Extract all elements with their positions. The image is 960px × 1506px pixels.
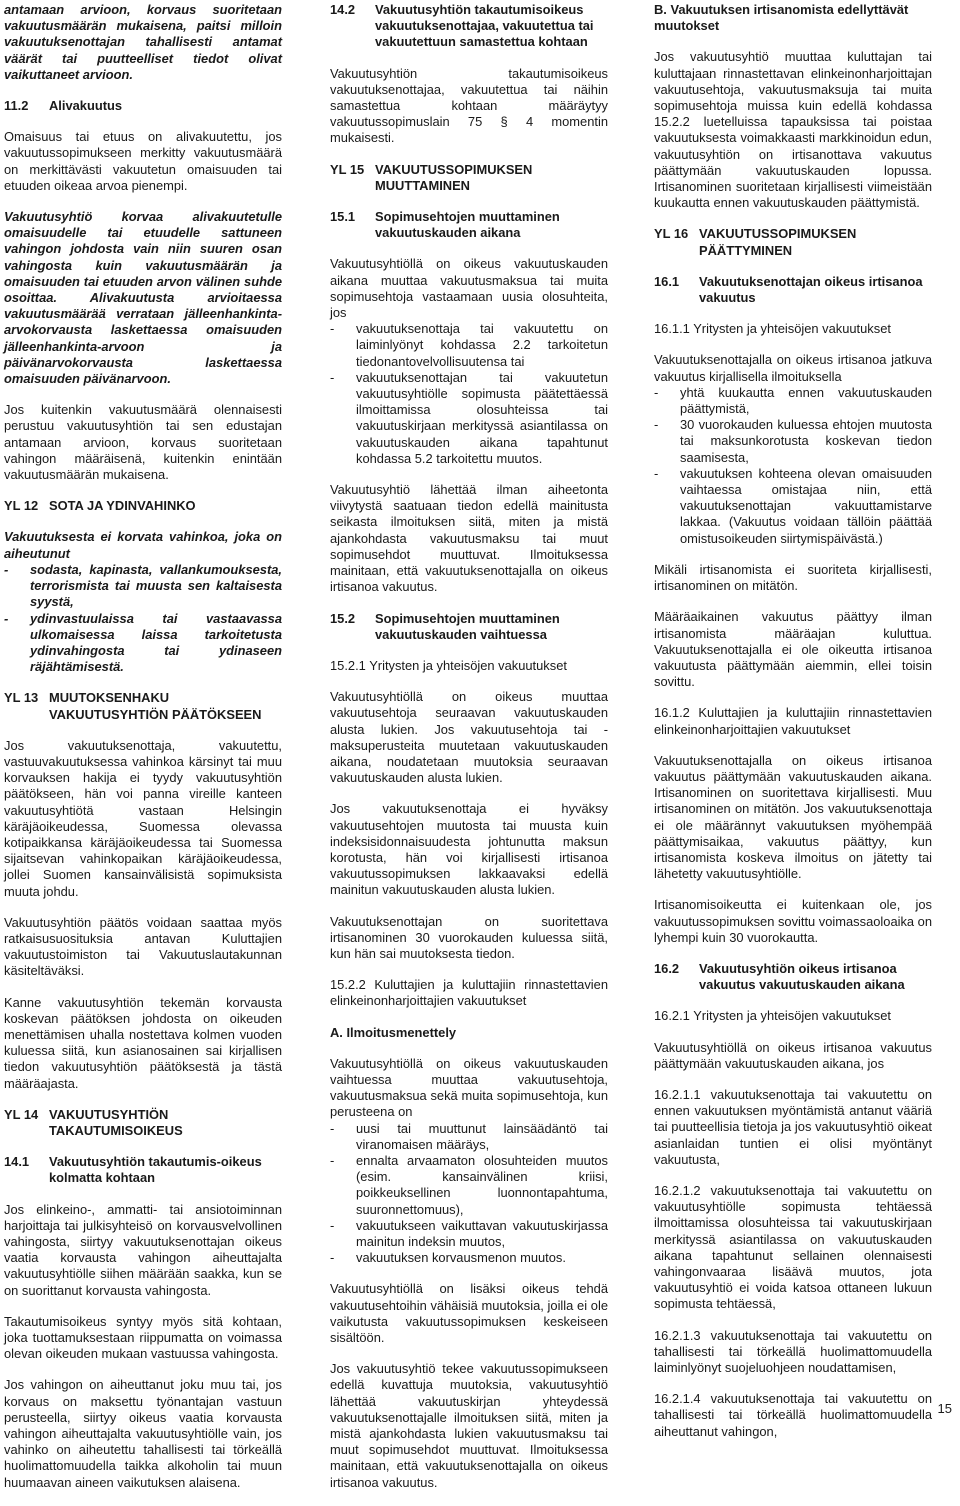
list-dash: - (654, 417, 659, 433)
list-dash: - (330, 1250, 335, 1266)
paragraph (330, 801, 608, 898)
paragraph (654, 562, 932, 594)
section-title: Vakuutusyhtiön takautumisoikeus vakuutuksenottajaa, vakuutettua tai vakuutettuun samastettua kohtaan (375, 2, 594, 50)
list-item (330, 1121, 608, 1153)
paragraph (4, 129, 282, 194)
paragraph-text: 16.2.1.4 vakuutuksenottaja tai vakuutettu on tahallisesti tai törkeällä huolimattomuudella aiheuttanut vahingon, (654, 1391, 932, 1439)
paragraph (330, 1056, 608, 1267)
paragraph (654, 1183, 932, 1313)
paragraph-text: Vakuutuksesta ei korvata vahinkoa, joka on aiheutunut (4, 529, 282, 561)
section-number: YL 15 (330, 161, 365, 177)
list-item-text: 30 vuorokauden kuluessa ehtojen muutosta tai maksunkorotusta koskevan tiedon saamisesta, (680, 417, 932, 465)
paragraph-text: Vakuutuksenottajalla on oikeus irtisanoa vakuutus päättymään vakuutuskauden aikana. Irtisanominen on suoritettava kirjallisesti. Muu irtisanominen on mitätön. Jos vakuutuksenottaja ei ole määrännyt vakuutuksen myöhempää päättymisaikaa, vakuutus päättyy, kun irtisanomista koskeva ilmoitus on jätetty tai lähetetty vakuutusyhtiölle. (654, 752, 932, 882)
paragraph (654, 352, 932, 546)
paragraph-text: Vakuutusyhtiöllä on oikeus vakuutuskauden aikana muuttaa vakuutusmaksua tai muita sopimusehtoja vastaamaan uusia olosuhteita, jos (330, 256, 608, 321)
section-heading (4, 1154, 282, 1186)
section-number: YL 12 (4, 498, 39, 514)
paragraph-text: Vakuutusyhtiö korvaa alivakuutetulle omaisuudelle tai etuudelle sattuneen vahingon johdosta vain niin suuren osan vahingosta kuin vakuutusmäärän ja omaisuuden tai etuuden arvon välinen suhde osoittaa. Alivakuutusta arvioitaessa vakuutusmäärää verrataan jälleenhankinta-arvokorvausta laskettaessa omaisuuden jälleenhankinta-arvoon ja päivänarvokorvausta laskettaessa omaisuuden päivänarvoon. (4, 209, 282, 387)
section-number: 11.2 (4, 98, 29, 114)
section-number: 15.1 (330, 209, 356, 225)
list-item-text: yhtä kuukautta ennen vakuutuskauden päättymistä, (680, 384, 932, 417)
paragraph (330, 66, 608, 147)
list-item-text: vakuutuksen korvausmenon muutos. (356, 1250, 566, 1266)
list-item (4, 562, 282, 611)
section-number: YL 13 (4, 690, 39, 706)
list-item (4, 611, 282, 676)
paragraph-text: Jos vahingon on aiheuttanut joku muu tai, jos korvaus on maksettu työnantajan vastuun perusteella, siirtyy oikeus vaatia korvausta vahingon aiheuttajalta vakuutusyhtiölle vain, jos vahinko on aiheutettu tahallisesti tai törkeällä huolimattomuudella taikka alkoholin tai muun huumaavan aineen vaikutuksen alaisena. (4, 1377, 282, 1490)
column-left (4, 2, 282, 1506)
paragraph (4, 2, 282, 83)
section-title: VAKUUTUSYHTIÖN TAKAUTUMISOIKEUS (49, 1106, 183, 1138)
list-item (654, 417, 932, 466)
paragraph-text: Jos elinkeino-, ammatti- tai ansiotoiminnan harjoittaja tai julkisyhteisö on korvausvelvollinen vahingosta, siirtyy vakuutuksenottajan oikeus vaatia korvausta vahingon aiheuttajalta vakuutusyhtiölle siihen määrään saakka, kun se on suorittanut korvausta vahingosta. (4, 1201, 282, 1298)
section-number: YL 14 (4, 1106, 39, 1122)
section-heading (4, 690, 282, 722)
paragraph-text: Jos kuitenkin vakuutusmäärä olennaisesti perustuu vakuutusyhtiön tai sen edustajan antamaan arvioon, korvaus suoritetaan vahingon määräisenä, kuitenkin enintään vakuutusmäärän mukaisena. (4, 402, 282, 483)
paragraph-text: 16.2.1.3 vakuutuksenottaja tai vakuutettu on tahallisesti tai törkeällä huolimattomuudella laiminlyönyt suojeluohjeen noudattamisen, (654, 1327, 932, 1376)
paragraph-text: Vakuutusyhtiön päätös voidaan saattaa myös ratkaisusuosituksia antavan Kuluttajien vakuutustoimiston tai Vakuutuslautakunnan käsiteltäväksi. (4, 914, 282, 979)
paragraph-text: 15.2.2 Kuluttajien ja kuluttajiin rinnastettavien elinkeinonharjoittajien vakuutukset (330, 977, 608, 1009)
list-item-text: vakuutuksenottaja tai vakuutettu on laiminlyönyt kohdassa 2.2 tarkoitetun tiedonantovelvollisuutensa tai (356, 321, 608, 369)
paragraph-text: 16.1.1 Yritysten ja yhteisöjen vakuutukset (654, 321, 891, 337)
section-heading (330, 162, 608, 194)
paragraph (4, 209, 282, 387)
list-dash: - (4, 610, 9, 626)
paragraph (654, 49, 932, 211)
paragraph (654, 1040, 932, 1072)
subsection-heading: A. Ilmoitusmenettely (330, 1024, 457, 1040)
section-number: 16.1 (654, 273, 680, 289)
list-item-text: vakuutuksen kohteena olevan omaisuuden vaihtaessa omistajaa niin, että vakuutuksenottajan vakuuttamistarve lakkaa. (Vakuutus voidaan tällöin päättää omistusoikeuden siirtymispäivästä.) (680, 465, 932, 546)
paragraph (4, 1202, 282, 1299)
section-heading (4, 98, 282, 114)
list-item-text: ennalta arvaamaton olosuhteiden muutos (esim. kansainvälinen kriisi, poikkeuksellinen luonnontapahtuma, suuronnettomuus), (356, 1152, 608, 1217)
list-item-text: sodasta, kapinasta, vallankumouksesta, terrorismista tai muusta sen kaltaisesta syystä, (30, 561, 282, 610)
list-item (330, 1153, 608, 1218)
section-title: Vakuutusyhtiön oikeus irtisanoa vakuutus vakuutuskauden aikana (699, 960, 905, 993)
paragraph-text: Vakuutusyhtiön takautumisoikeus vakuutuksenottajaa, vakuutettua tai näihin samastettua kohtaan määräytyy vakuutussopimuslain 75 § 4 momentin mukaisesti. (330, 65, 608, 146)
list-dash: - (4, 561, 9, 577)
paragraph-text: 16.2.1.1 vakuutuksenottaja tai vakuutettu on ennen vakuutuksen myöntämistä antanut vääriä tai puutteellisia tietoja ja jos vakuutusyhtiö oikeat asianlaidan tuntien ei olisi myöntänyt vakuutusta, (654, 1086, 932, 1167)
paragraph (4, 529, 282, 675)
page-number: 15 (937, 1401, 952, 1416)
paragraph (654, 1391, 932, 1440)
paragraph (654, 321, 932, 337)
paragraph-text: Omaisuus tai etuus on alivakuutettu, jos vakuutussopimukseen merkitty vakuutusmäärä on merkittävästi vakuutetun omaisuuden tai etuuden oikeaa arvoa pienempi. (4, 129, 282, 193)
paragraph-text: 15.2.1 Yritysten ja yhteisöjen vakuutukset (330, 657, 567, 673)
section-title: MUUTOKSENHAKU VAKUUTUSYHTIÖN PÄÄTÖKSEEN (49, 690, 262, 722)
section-heading (654, 961, 932, 993)
paragraph-text: Vakuutuksenottajan on suoritettava irtisanominen 30 vuorokauden kuluessa siitä, kun hän sai muutoksesta tiedon. (330, 913, 608, 961)
paragraph-text: 16.1.2 Kuluttajien ja kuluttajiin rinnastettavien elinkeinonharjoittajien vakuutukset (654, 705, 932, 737)
paragraph-text: Takautumisoikeus syntyy myös sitä kohtaan, joka tuottamuksestaan riippumatta on voimassa olevan oikeuden mukaan vastuussa vahingosta. (4, 1313, 282, 1362)
section-number: 14.1 (4, 1154, 30, 1170)
paragraph-text: Vakuutusyhtiöllä on oikeus vakuutuskauden vaihtuessa muuttaa vakuutusehtoja, vakuutusmaksua sekä muita sopimusehtoja, kun perusteena on (330, 1055, 608, 1120)
subsection-heading: B. Vakuutuksen irtisanomista edellyttävät muutokset (654, 2, 909, 34)
section-title: Alivakuutus (49, 98, 123, 114)
paragraph-text: antamaan arvioon, korvaus suoritetaan vakuutusmäärän mukaisena, paitsi milloin vakuutuksenottajan tahallisesti antamat väärät tai puutteelliset tiedot olivat vaikuttaneet arvioon. (4, 2, 282, 82)
paragraph-text: Jos vakuutusyhtiö tekee vakuutussopimukseen edellä kuvattuja muutoksia, vakuutusyhtiö lähettää vakuutuskirjan yhteydessä vakuutuksenottajalle ilmoituksen siitä, miten ja mistä ajankohdasta lukien vakuutusmaksu tai muut sopimusehdot muuttuvat. Ilmoituksessa mainitaan, että vakuutuksenottajalla on oikeus irtisanoa vakuutus. (330, 1361, 608, 1490)
section-heading (654, 274, 932, 306)
paragraph (330, 689, 608, 786)
paragraph-text: Vakuutusyhtiöllä on oikeus muuttaa vakuutusehtoja seuraavan vakuutuskauden alusta lukien. Jos vakuutusehtoja tai -maksuperusteita muutetaan vakuutuskauden aikana, noudatetaan muutoksia seuraavan vakuutuskauden alusta lukien. (330, 689, 608, 786)
list-item-text: uusi tai muuttunut lainsäädäntö tai viranomaisen määräys, (356, 1120, 608, 1152)
paragraph-text: Jos vakuutuksenottaja ei hyväksy vakuutusehtojen muutosta tai muusta kuin indeksisidonnaisuudesta johtunutta maksun korotusta, hän voi kirjallisesti irtisanoa vakuutussopimuksen lakkaavaksi edellä mainitun vakuutuskauden alusta lukien. (330, 801, 608, 898)
paragraph (330, 1281, 608, 1346)
section-title: Vakuutusyhtiön takautumis-oikeus kolmatta kohtaan (49, 1154, 262, 1186)
paragraph-text: Irtisanomisoikeutta ei kuitenkaan ole, jos vakuutussopimuksen sovittu voimassaoloaika on lyhempi kuin 30 vuorokautta. (654, 897, 933, 945)
list-item (654, 466, 932, 547)
column-right (654, 2, 932, 1455)
paragraph (330, 977, 608, 1009)
section-heading (654, 226, 932, 258)
paragraph (654, 609, 932, 690)
section-number: 15.2 (330, 610, 356, 626)
paragraph (4, 1314, 282, 1363)
paragraph (654, 1008, 932, 1024)
section-title: SOTA JA YDINVAHINKO (49, 498, 196, 514)
list-item-text: vakuutukseen vaikuttavan vakuutuskirjassa mainitun indeksin muutos, (356, 1217, 608, 1249)
paragraph (4, 915, 282, 980)
section-heading (330, 611, 608, 643)
list-item (330, 1250, 608, 1266)
paragraph (654, 1328, 932, 1377)
section-heading (4, 1107, 282, 1139)
paragraph-text: Vakuutusyhtiöllä on oikeus irtisanoa vakuutus päättymään vakuutuskauden aikana, jos (654, 1039, 932, 1071)
paragraph (4, 738, 282, 900)
list-item (330, 321, 608, 370)
list-dash: - (654, 384, 659, 400)
paragraph-text: Mikäli irtisanomista ei suoriteta kirjallisesti, irtisanominen on mitätön. (654, 561, 932, 594)
paragraph (4, 995, 282, 1092)
list-dash: - (330, 1120, 335, 1136)
paragraph-text: Kanne vakuutusyhtiön tekemän korvausta koskevan päätöksen johdosta on oikeuden menettämisen uhalla nostettava kolmen vuoden kuluessa siitä, kun asianosainen sai kirjallisen tiedon vakuutusyhtiön päätöksestä ja tästä määräajasta. (4, 994, 282, 1091)
paragraph (330, 658, 608, 674)
section-number: 14.2 (330, 2, 356, 17)
paragraph (330, 256, 608, 467)
section-title: Vakuutuksenottajan oikeus irtisanoa vakuutus (699, 273, 923, 306)
section-title: Sopimusehtojen muuttaminen vakuutuskauden aikana (375, 209, 560, 241)
column-middle (330, 2, 608, 1506)
paragraph-text: Vakuutusyhtiö lähettää ilman aiheetonta viivytystä saatuaan tiedon edellä mainitusta seikasta ilmoituksen siitä, miten ja mistä ajankohdasta vakuutusmaksu tai muut sopimusehdot muuttuvat. Ilmoituksessa mainitaan, että vakuutuksenottajalla on oikeus irtisanoa vakuutus. (330, 482, 608, 595)
paragraph-text: 16.2.1.2 vakuutuksenottaja tai vakuutettu on vakuutusyhtiölle sopimusta tehtäessä ilmoittamissa olosuhteissa tai vakuutuskirjaan merkityssä asiantilassa on vakuutuskauden aikana tapahtunut sellainen olennaisesti vahingonvaaraa lisäävä muutos, jota vakuutusyhtiö ei voida katsoa ottaneen lukuun sopimusta tehtäessä, (654, 1182, 932, 1312)
list-dash: - (330, 369, 335, 385)
list-item-text: ydinvastuulaissa tai vastaavassa ulkomaisessa laissa tarkoitetusta ydinvahingosta tai ydinaseen räjähtämisestä. (30, 610, 282, 675)
paragraph (654, 897, 932, 946)
paragraph (654, 705, 932, 737)
paragraph (654, 1087, 932, 1168)
list-dash: - (654, 465, 659, 481)
section-title: VAKUUTUSSOPIMUKSEN PÄÄTTYMINEN (699, 226, 857, 258)
paragraph (330, 1361, 608, 1491)
list-dash: - (330, 1217, 335, 1233)
section-number: YL 16 (654, 226, 689, 242)
section-number: 16.2 (654, 960, 680, 976)
section-title: Sopimusehtojen muuttaminen vakuutuskauden vaihtuessa (375, 610, 560, 642)
paragraph (654, 753, 932, 883)
list-dash: - (330, 1152, 335, 1168)
paragraph-text: Määräaikainen vakuutus päättyy ilman irtisanomista määräajan kuluttua. Vakuutuksenottajalla ei ole oikeutta irtisanoa vakuutusta päättymään aiemmin, ellei toisin sovittu. (654, 609, 932, 690)
paragraph-text: Jos vakuutuksenottaja, vakuutettu, vastuuvakuutuksessa vahinkoa kärsinyt tai muu korvauksen hakija ei tyydy vakuutusyhtiön päätökseen, hän voi panna vireille kanteen vakuutusyhtiötä vastaan Helsingin käräjäoikeudessa, Suomessa olevassa kotipaikkansa käräjäoikeudessa tai Suomessa sijaitsevan vahinkopaikan käräjäoikeudessa, jollei Suomen kansainvälisistä sopimuksista muuta johdu. (4, 737, 282, 899)
paragraph-text: 16.2.1 Yritysten ja yhteisöjen vakuutukset (654, 1008, 891, 1024)
section-heading (4, 498, 282, 514)
section-title: VAKUUTUSSOPIMUKSEN MUUTTAMINEN (375, 161, 533, 193)
paragraph (4, 1377, 282, 1490)
section-heading (330, 2, 608, 51)
list-item (654, 385, 932, 417)
list-dash: - (330, 321, 335, 337)
paragraph (330, 482, 608, 595)
list-item-text: vakuutuksenottajan tai vakuutetun vakuutusyhtiölle sopimusta päätettäessä ilmoittamissa olosuhteissa tai vakuutuskirjaan merkityssä asiantilassa on vakuutuskauden aikana tapahtunut kohdassa 5.2 tarkoitettu muutos. (356, 369, 608, 466)
paragraph (4, 402, 282, 483)
list-item (330, 1218, 608, 1250)
paragraph-text: Jos vakuutusyhtiö muuttaa kuluttajan tai kuluttajaan rinnastettavan elinkeinonharjoittajan vakuutusehtoja, vakuutusmaksuja tai muita sopimusehtoja muissa kuin edellä kohdassa 15.2.2 luetelluissa tapauksissa tai poistaa vakuutuksesta voimakkaasti markkinoidun edun, vakuutusyhtiön on irtisanottava vakuutus päättymään vakuutuskauden lopussa. Irtisanominen suoritetaan kirjallisesti viimeistään kuukautta ennen vakuutuskauden päättymistä. (654, 49, 932, 211)
paragraph (330, 914, 608, 963)
paragraph-text: Vakuutusyhtiöllä on lisäksi oikeus tehdä vakuutusehtoihin vähäisiä muutoksia, joilla ei ole vaikutusta vakuutussopimuksen keskeiseen sisältöön. (330, 1281, 608, 1346)
list-item (330, 370, 608, 467)
section-heading (330, 209, 608, 241)
paragraph-text: Vakuutuksenottajalla on oikeus irtisanoa jatkuva vakuutus kirjallisella ilmoituksella (654, 352, 932, 384)
